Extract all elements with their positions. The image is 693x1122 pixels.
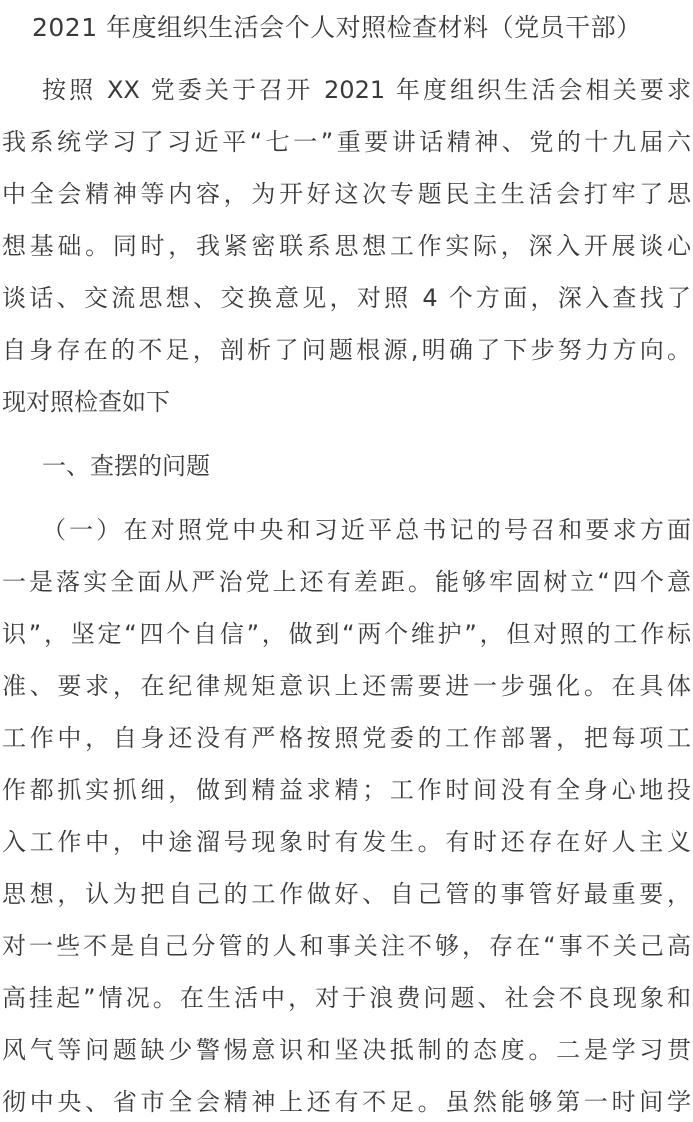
subsection-paragraph-line: 思想，认为把自己的工作做好、自己管的事管好最重要， xyxy=(2,880,691,908)
intro-paragraph-line: 中全会精神等内容，为开好这次专题民主生活会打牢了思 xyxy=(2,180,691,208)
intro-paragraph-line: 想基础。同时，我紧密联系思想工作实际，深入开展谈心 xyxy=(2,232,691,260)
subsection-paragraph-line: 高挂起”情况。在生活中，对于浪费问题、社会不良现象和 xyxy=(2,984,691,1012)
subsection-paragraph-line: 风气等问题缺少警惕意识和坚决抵制的态度。二是学习贯 xyxy=(2,1036,691,1064)
subsection-paragraph-line: 彻中央、省市全会精神上还有不足。虽然能够第一时间学 xyxy=(2,1088,691,1116)
subsection-paragraph-line: 识”，坚定“四个自信”，做到“两个维护”，但对照的工作标 xyxy=(2,620,691,648)
intro-paragraph-line: 谈话、交流思想、交换意见，对照 4 个方面，深入查找了 xyxy=(2,284,691,312)
intro-paragraph-line: 我系统学习了习近平“七一”重要讲话精神、党的十九届六 xyxy=(2,128,691,156)
subsection-paragraph-line: 作都抓实抓细，做到精益求精；工作时间没有全身心地投 xyxy=(2,776,691,804)
intro-paragraph-line: 按照 XX 党委关于召开 2021 年度组织生活会相关要求 xyxy=(42,76,691,104)
subsection-paragraph-line: 入工作中，中途溜号现象时有发生。有时还存在好人主义 xyxy=(2,828,691,856)
intro-paragraph-line: 自身存在的不足，剖析了问题根源,明确了下步努力方向。 xyxy=(2,336,691,364)
intro-paragraph-line: 现对照检查如下 xyxy=(2,388,170,416)
subsection-paragraph-line: （一）在对照党中央和习近平总书记的号召和要求方面 xyxy=(42,516,691,544)
document-title: 2021 年度组织生活会个人对照检查材料（党员干部） xyxy=(32,13,642,42)
subsection-paragraph-line: 对一些不是自己分管的人和事关注不够，存在“事不关己高 xyxy=(2,932,691,960)
subsection-paragraph-line: 工作中，自身还没有严格按照党委的工作部署，把每项工 xyxy=(2,724,691,752)
subsection-paragraph-line: 一是落实全面从严治党上还有差距。能够牢固树立“四个意 xyxy=(2,568,691,596)
subsection-paragraph-line: 准、要求，在纪律规矩意识上还需要进一步强化。在具体 xyxy=(2,672,691,700)
section-heading-line: 一、查摆的问题 xyxy=(42,452,210,480)
